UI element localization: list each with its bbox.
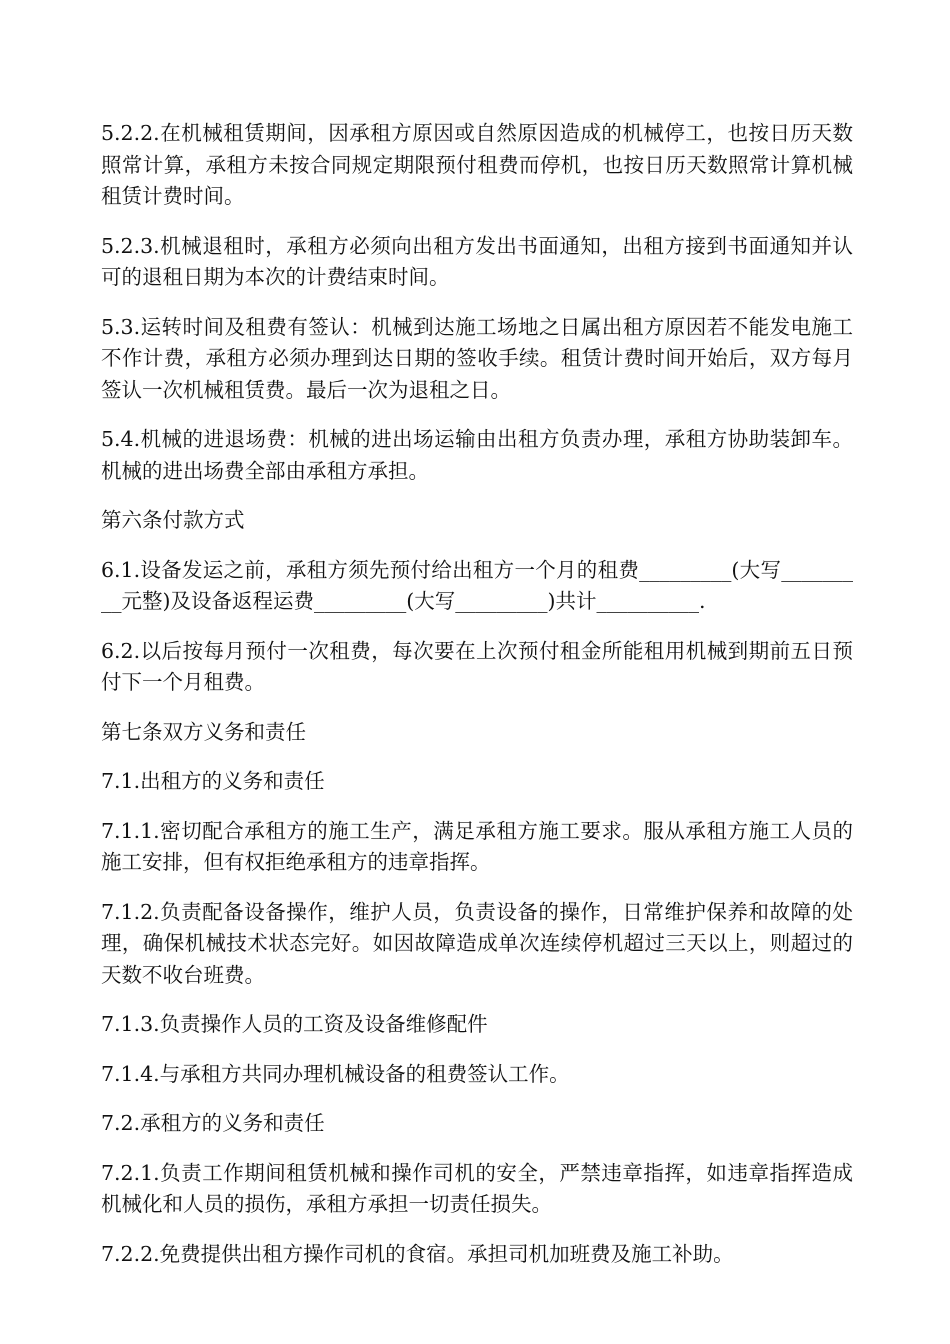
clause-6-1: 6.1.设备发运之前，承租方须先预付给出租方一个月的租费_________(大写_________元整)及设备返程运费_________(大写_________)共计__________. <box>101 557 853 613</box>
clause-6-2: 6.2.以后按每月预付一次租费，每次要在上次预付租金所能租用机械到期前五日预付下一个月租费。 <box>101 638 853 694</box>
clause-7-1-2: 7.1.2.负责配备设备操作，维护人员，负责设备的操作，日常维护保养和故障的处理，确保机械技术状态完好。如因故障造成单次连续停机超过三天以上，则超过的天数不收台班费。 <box>101 899 853 987</box>
clause-5-2-2: 5.2.2.在机械租赁期间，因承租方原因或自然原因造成的机械停工，也按日历天数照常计算，承租方未按合同规定期限预付租费而停机，也按日历天数照常计算机械租赁计费时间。 <box>101 121 853 208</box>
clause-7-1-4: 7.1.4.与承租方共同办理机械设备的租费签认工作。 <box>101 1061 570 1086</box>
clause-7-1-3: 7.1.3.负责操作人员的工资及设备维修配件 <box>101 1012 488 1036</box>
clause-7-1-heading: 7.1.出租方的义务和责任 <box>101 769 325 793</box>
clause-7-2-2: 7.2.2.免费提供出租方操作司机的食宿。承担司机加班费及施工补助。 <box>101 1241 734 1266</box>
clause-5-2-3: 5.2.3.机械退租时，承租方必须向出租方发出书面通知，出租方接到书面通知并认可的退租日期为本次的计费结束时间。 <box>101 233 853 289</box>
clause-7-1-1: 7.1.1.密切配合承租方的施工生产，满足承租方施工要求。服从承租方施工人员的施工安排，但有权拒绝承租方的违章指挥。 <box>101 818 853 874</box>
clause-5-4: 5.4.机械的进退场费：机械的进出场运输由出租方负责办理，承租方协助装卸车。机械的进出场费全部由承租方承担。 <box>101 427 853 483</box>
clause-7-2-1: 7.2.1.负责工作期间租赁机械和操作司机的安全，严禁违章指挥，如违章指挥造成机械化和人员的损伤，承租方承担一切责任损失。 <box>101 1160 853 1216</box>
document-body <box>101 118 853 1288</box>
clause-7-2-heading: 7.2.承租方的义务和责任 <box>101 1111 325 1135</box>
article-7-heading: 第七条双方义务和责任 <box>101 719 306 744</box>
article-6-heading: 第六条付款方式 <box>101 508 245 532</box>
clause-5-3: 5.3.运转时间及租费有签认：机械到达施工场地之日属出租方原因若不能发电施工不作计费，承租方必须办理到达日期的签收手续。租赁计费时间开始后，双方每月签认一次机械租赁费。最后一次为退租之日。 <box>101 314 853 402</box>
